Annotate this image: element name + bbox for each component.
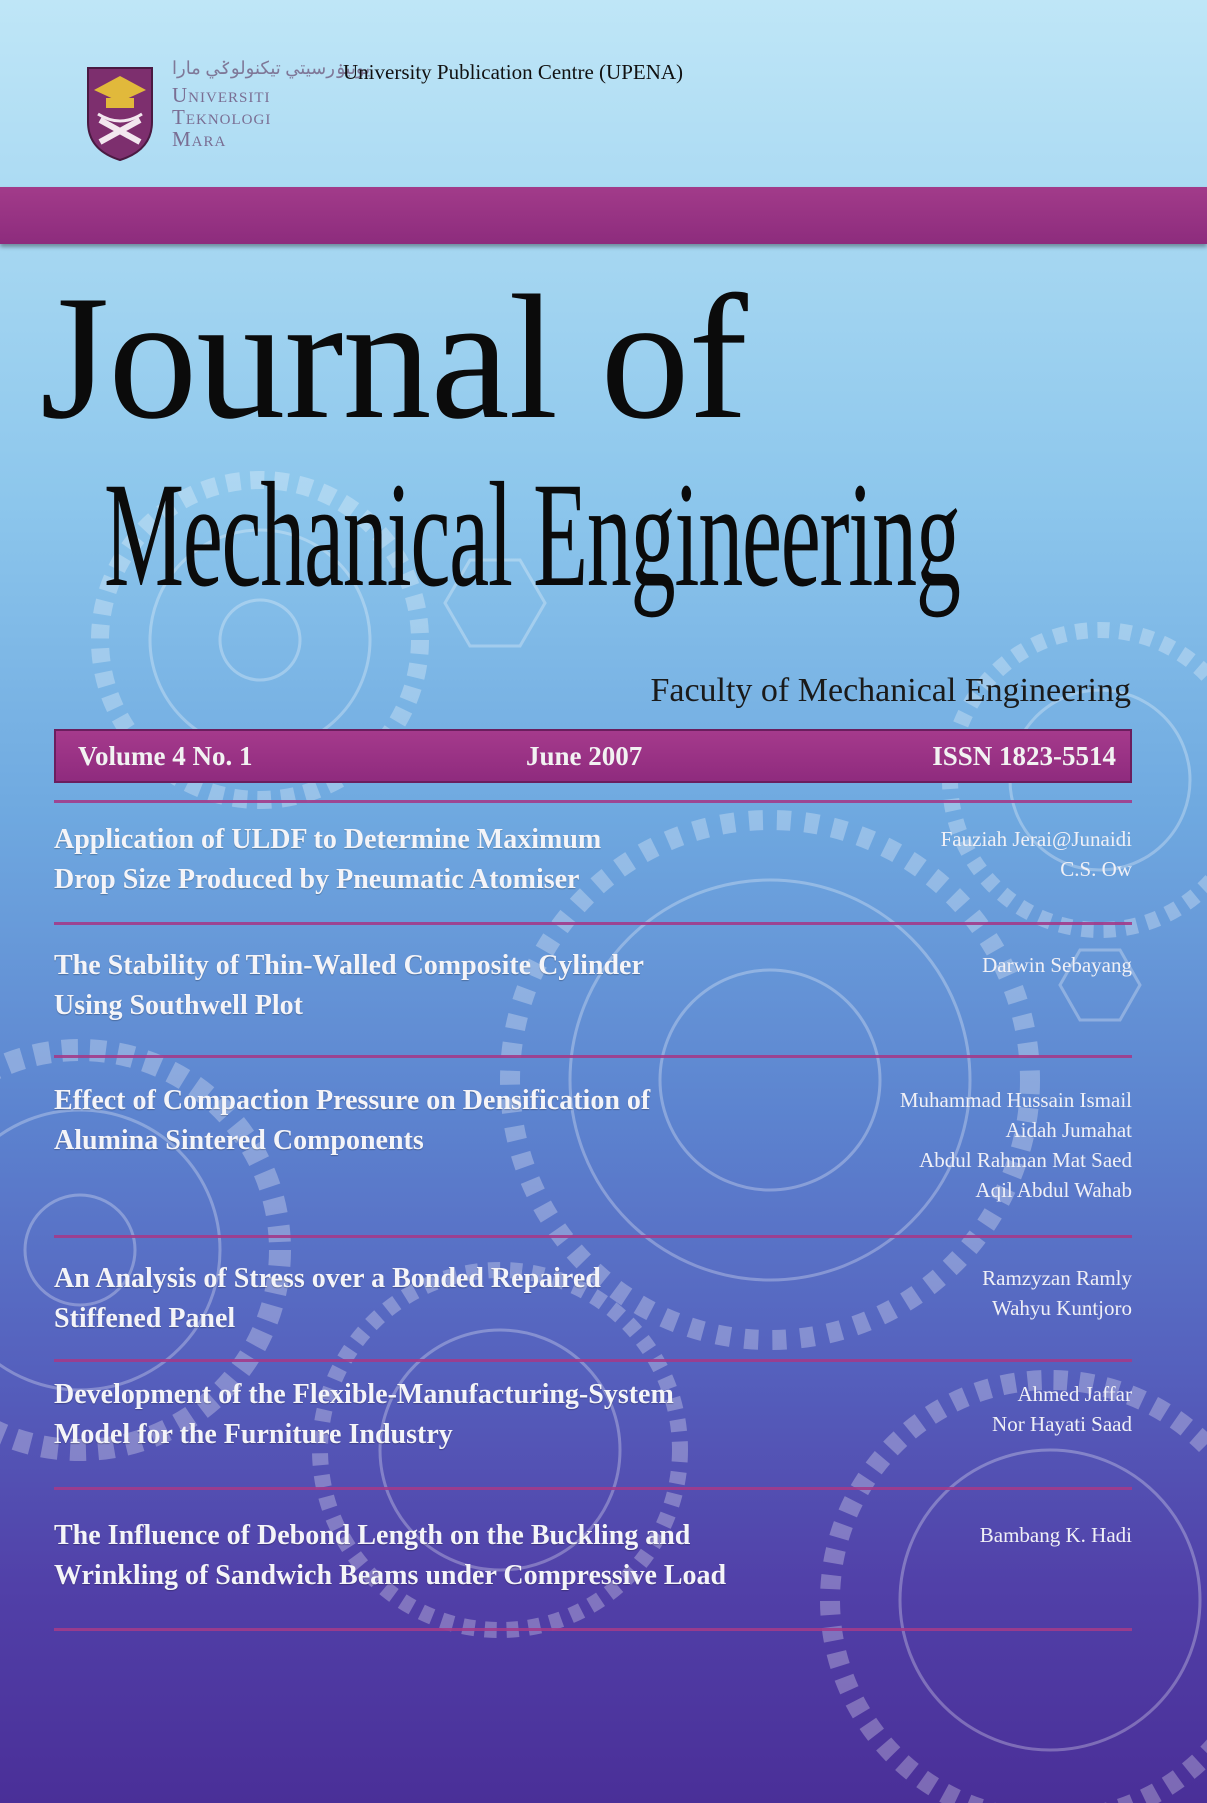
- issue-info-bar: [54, 729, 1132, 783]
- article-title-line: The Stability of Thin-Walled Composite Cylinder: [54, 950, 644, 981]
- article-title-line: Model for the Furniture Industry: [54, 1419, 453, 1450]
- article-separator: [54, 1235, 1132, 1238]
- journal-title-line1: Journal of: [40, 258, 747, 456]
- author-name: Aqil Abdul Wahab: [975, 1178, 1132, 1202]
- article-separator: [54, 1055, 1132, 1058]
- author-name: Fauziah Jerai@Junaidi: [940, 827, 1132, 851]
- article-title-line: Stiffened Panel: [54, 1303, 236, 1334]
- article-title: [54, 946, 644, 1026]
- issue-date: June 2007: [526, 741, 643, 771]
- article-title-line: Application of ULDF to Determine Maximum: [54, 824, 602, 855]
- article-title: [54, 820, 601, 900]
- article-authors: [992, 1379, 1132, 1439]
- university-name-line: Mara: [172, 127, 227, 151]
- author-name: Abdul Rahman Mat Saed: [919, 1148, 1132, 1172]
- publication-centre: University Publication Centre (UPENA): [343, 60, 684, 84]
- faculty-name: Faculty of Mechanical Engineering: [650, 672, 1131, 709]
- university-name-line: Universiti: [172, 83, 271, 107]
- article-title: [54, 1516, 726, 1596]
- article-authors: [982, 950, 1132, 980]
- article-title: [54, 1259, 601, 1339]
- article-separator: [54, 1628, 1132, 1631]
- article-title-line: Development of the Flexible-Manufacturing-System: [54, 1379, 674, 1410]
- article-authors: [982, 1263, 1132, 1323]
- top-accent-bar: [0, 187, 1207, 244]
- article-title-line: Effect of Compaction Pressure on Densification of: [54, 1085, 651, 1116]
- article-separator: [54, 922, 1132, 925]
- article-authors: [980, 1520, 1132, 1550]
- author-name: Muhammad Hussain Ismail: [899, 1088, 1132, 1112]
- utm-crest-icon: [80, 62, 160, 162]
- author-name: Wahyu Kuntjoro: [991, 1296, 1132, 1320]
- article-separator: [54, 1487, 1132, 1490]
- article-separator: [54, 1359, 1132, 1362]
- author-name: Ahmed Jaffar: [1017, 1382, 1132, 1406]
- article-separator: [54, 800, 1132, 803]
- author-name: Nor Hayati Saad: [992, 1412, 1132, 1436]
- author-name: Ramzyzan Ramly: [982, 1266, 1132, 1290]
- issn-number: ISSN 1823-5514: [932, 741, 1116, 771]
- article-title: [54, 1081, 650, 1161]
- article-title-line: The Influence of Debond Length on the Buckling and: [54, 1520, 691, 1551]
- article-title-line: Using Southwell Plot: [54, 990, 303, 1021]
- article-title-line: An Analysis of Stress over a Bonded Repaired: [54, 1263, 601, 1294]
- university-jawi-name: يونيۏرسيتي تيكنولوݢي مارا: [172, 58, 371, 78]
- article-title-line: Wrinkling of Sandwich Beams under Compressive Load: [54, 1560, 727, 1591]
- article-title-line: Alumina Sintered Components: [54, 1125, 424, 1156]
- university-name: [172, 84, 271, 150]
- article-authors: [941, 824, 1132, 884]
- university-name-line: Teknologi: [172, 105, 272, 129]
- volume-number: Volume 4 No. 1: [78, 741, 253, 771]
- author-name: Darwin Sebayang: [982, 953, 1132, 977]
- journal-title-line2: Mechanical Engineering: [104, 452, 960, 618]
- author-name: Bambang K. Hadi: [979, 1523, 1132, 1547]
- author-name: Aidah Jumahat: [1005, 1118, 1132, 1142]
- article-title-line: Drop Size Produced by Pneumatic Atomiser: [54, 864, 580, 895]
- article-title: [54, 1375, 674, 1455]
- article-authors: [900, 1085, 1132, 1205]
- author-name: C.S. Ow: [1060, 857, 1132, 881]
